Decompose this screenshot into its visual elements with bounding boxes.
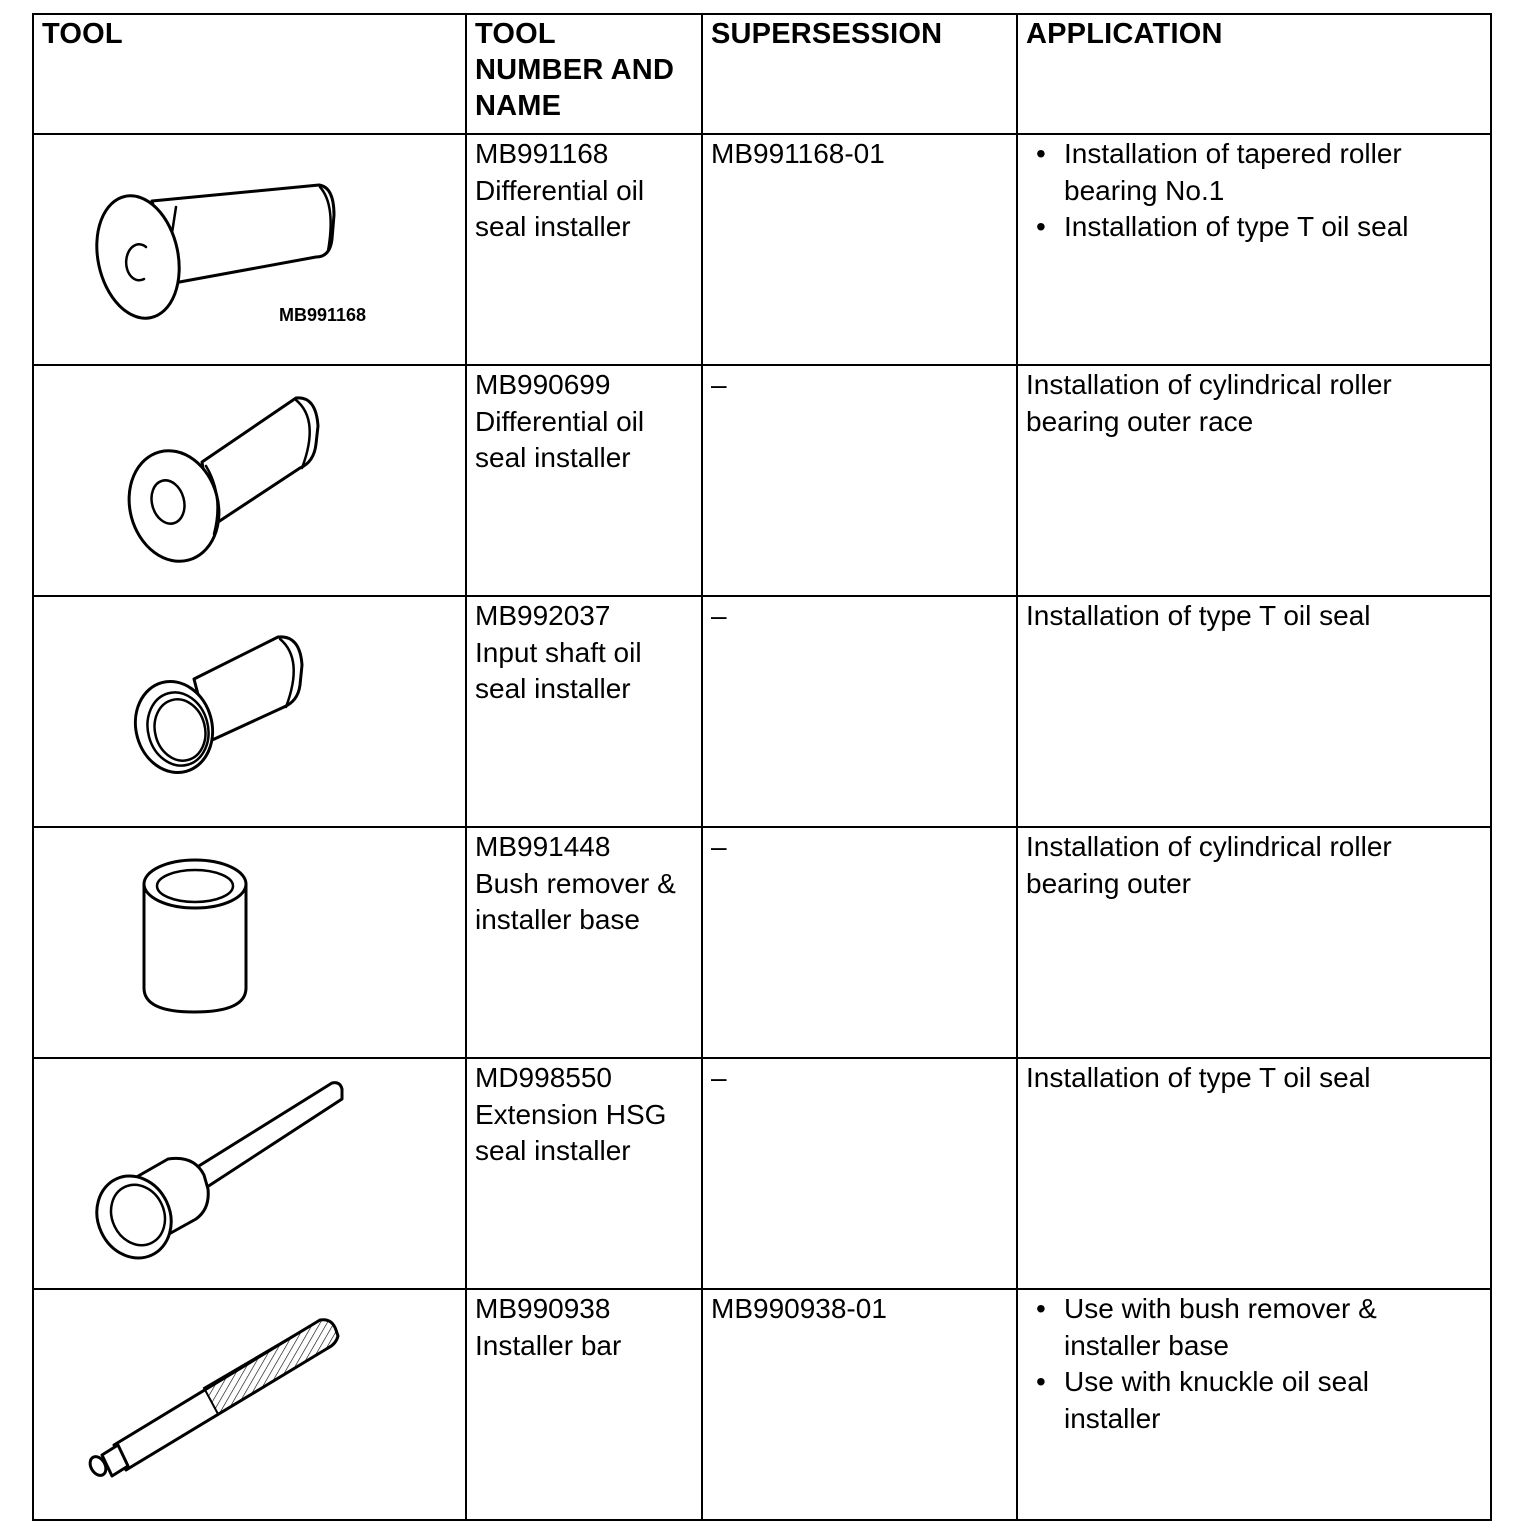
application-item	[1026, 209, 1482, 246]
bush-base-icon	[34, 828, 467, 1058]
tool-number: MB991168	[475, 138, 609, 169]
oil-seal-installer-icon	[34, 135, 467, 365]
table-row	[33, 596, 1491, 827]
application-line: Installation of type T oil seal	[1026, 600, 1371, 631]
bullet-icon: •	[1036, 138, 1046, 169]
header-row	[33, 14, 1491, 134]
application-line: Installation of tapered roller	[1064, 138, 1402, 169]
header-number-name-line: NUMBER AND	[475, 54, 675, 86]
tool-number: MB990938	[475, 1293, 611, 1324]
application-cell	[1017, 134, 1491, 365]
tool-image-cell	[33, 134, 466, 365]
tool-number-name	[466, 827, 702, 1058]
application-item	[1026, 1291, 1482, 1364]
tool-image-cell	[33, 365, 466, 596]
application-line: Installation of type T oil seal	[1064, 211, 1409, 242]
application-line: Installation of type T oil seal	[1026, 1062, 1371, 1093]
header-supersession: SUPERSESSION	[702, 14, 1017, 134]
table-row	[33, 365, 1491, 596]
tool-number: MB992037	[475, 600, 611, 631]
tool-image-cell	[33, 1058, 466, 1289]
table-row	[33, 1289, 1491, 1520]
supersession-value: –	[702, 596, 1017, 827]
application-line: Use with bush remover &	[1064, 1293, 1377, 1324]
table-row	[33, 134, 1491, 365]
tool-image-cell	[33, 827, 466, 1058]
application-line: installer base	[1064, 1329, 1229, 1361]
header-number-name-line: TOOL	[475, 18, 556, 50]
bullet-icon: •	[1036, 1366, 1046, 1397]
tool-number: MB991448	[475, 831, 611, 862]
application-line: Installation of cylindrical roller	[1026, 369, 1392, 400]
application-line: bearing outer race	[1026, 405, 1254, 437]
special-tools-table	[32, 13, 1492, 1521]
application-line: Use with knuckle oil seal	[1064, 1366, 1370, 1397]
input-shaft-installer-icon	[34, 597, 467, 827]
application-cell	[1017, 365, 1491, 596]
application-item	[1026, 136, 1482, 209]
tool-number: MD998550	[475, 1062, 612, 1093]
bullet-icon: •	[1036, 1293, 1046, 1324]
tool-number-name	[466, 134, 702, 365]
application-cell	[1017, 827, 1491, 1058]
tool-name-line: Bush remover &	[475, 867, 676, 899]
application-cell	[1017, 1058, 1491, 1289]
application-item	[1026, 1364, 1482, 1437]
application-line: installer	[1064, 1402, 1161, 1434]
tool-name-line: Differential oil	[475, 174, 645, 206]
bullet-icon: •	[1036, 211, 1046, 242]
supersession-value: –	[702, 1058, 1017, 1289]
supersession-value: MB991168-01	[702, 134, 1017, 365]
header-application: APPLICATION	[1017, 14, 1491, 134]
tool-name-line: seal installer	[475, 1135, 631, 1166]
header-number-name-line: NAME	[475, 90, 562, 122]
supersession-value: –	[702, 365, 1017, 596]
tool-name-line: seal installer	[475, 673, 631, 704]
application-cell	[1017, 596, 1491, 827]
application-line: bearing outer	[1026, 867, 1192, 899]
tool-name-line: Input shaft oil	[475, 636, 642, 668]
tool-number-name	[466, 365, 702, 596]
tool-image-cell	[33, 1289, 466, 1520]
tool-name-line: Installer bar	[475, 1329, 622, 1361]
application-line: bearing No.1	[1064, 174, 1225, 206]
header-tool: TOOL	[33, 14, 466, 134]
tool-name-line: Differential oil	[475, 405, 645, 437]
tool-number-name	[466, 1058, 702, 1289]
supersession-value: MB990938-01	[702, 1289, 1017, 1520]
tool-image-label: MB991168	[279, 305, 367, 325]
tool-name-line: seal installer	[475, 211, 631, 242]
tool-image-cell	[33, 596, 466, 827]
tool-number: MB990699	[475, 369, 611, 400]
tool-name-line: installer base	[475, 904, 640, 935]
tool-number-name	[466, 596, 702, 827]
seal-installer-icon	[34, 366, 467, 596]
tool-name-line: Extension HSG	[475, 1098, 667, 1130]
application-line: Installation of cylindrical roller	[1026, 831, 1392, 862]
table-row	[33, 1058, 1491, 1289]
extension-installer-icon	[34, 1059, 467, 1289]
application-cell	[1017, 1289, 1491, 1520]
installer-bar-icon	[34, 1290, 467, 1520]
table-row	[33, 827, 1491, 1058]
supersession-value: –	[702, 827, 1017, 1058]
header-number-name	[466, 14, 702, 134]
tool-number-name	[466, 1289, 702, 1520]
tool-name-line: seal installer	[475, 442, 631, 473]
